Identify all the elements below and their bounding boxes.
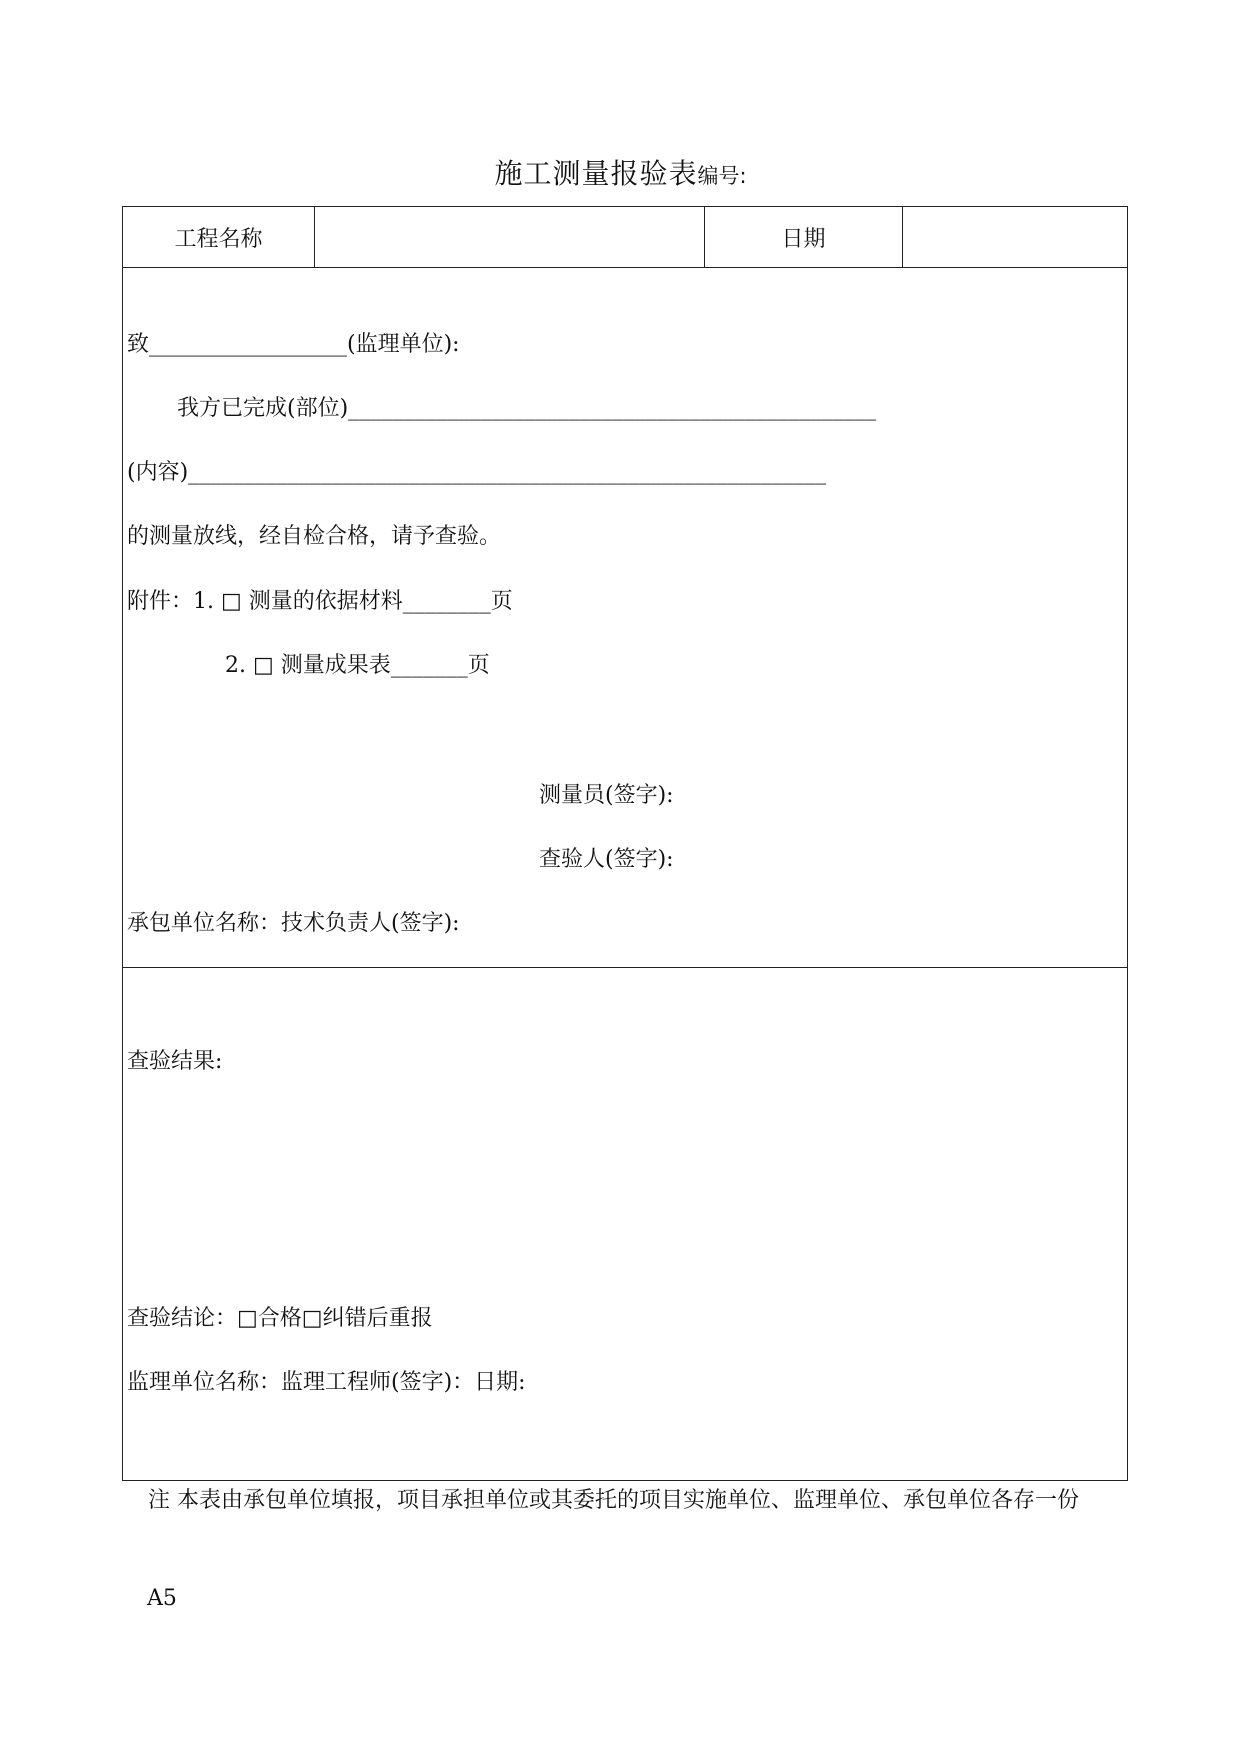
completed-part-line: 我方已完成(部位)________________________________________________ bbox=[177, 396, 877, 421]
contractor-signature: 承包单位名称：技术负责人(签字): bbox=[127, 911, 460, 936]
section-divider bbox=[123, 967, 1127, 968]
inspection-conclusion: 查验结论：□合格□纠错后重报 bbox=[127, 1306, 433, 1331]
form-note: 注 本表由承包单位填报，项目承担单位或其委托的项目实施单位、监理单位、承包单位各存一份 bbox=[148, 1488, 1079, 1513]
to-supervisor-line: 致__________________(监理单位): bbox=[127, 332, 460, 357]
date-label: 日期 bbox=[705, 207, 903, 267]
attachment-item-2: 2. □ 测量成果表_______页 bbox=[225, 653, 490, 678]
attachment-item-1: 附件：1. □ 测量的依据材料________页 bbox=[127, 589, 513, 614]
form-title bbox=[0, 152, 1241, 192]
form-code: A5 bbox=[147, 1586, 177, 1611]
survey-inspection-form bbox=[122, 206, 1128, 1481]
form-title-main: 施工测量报验表 bbox=[494, 157, 698, 190]
self-check-statement: 的测量放线，经自检合格，请予查验。 bbox=[127, 524, 502, 549]
surveyor-signature: 测量员(签字): bbox=[539, 783, 674, 808]
form-number-label: 编号: bbox=[697, 164, 747, 188]
content-line: (内容)__________________________________________________________ bbox=[127, 460, 827, 485]
project-name-label: 工程名称 bbox=[123, 207, 315, 267]
inspector-signature: 查验人(签字): bbox=[539, 847, 674, 872]
inspection-result-label: 查验结果: bbox=[127, 1049, 223, 1074]
date-field[interactable] bbox=[903, 207, 1127, 267]
supervisor-signature: 监理单位名称：监理工程师(签字)：日期: bbox=[127, 1370, 526, 1395]
project-name-field[interactable] bbox=[315, 207, 705, 267]
form-header-row bbox=[123, 207, 1127, 268]
